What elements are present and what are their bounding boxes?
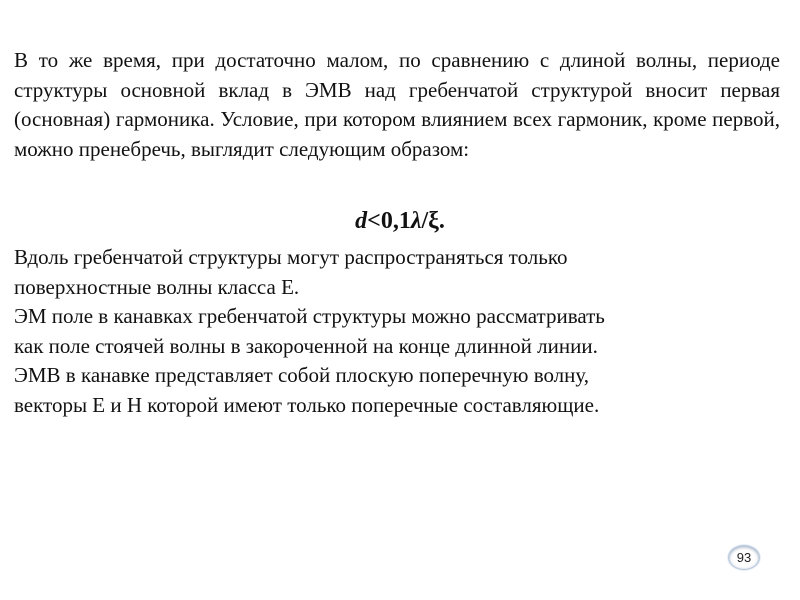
formula-lambda: λ — [410, 208, 422, 234]
text-line: Вдоль гребенчатой структуры могут распространяться только — [14, 245, 568, 269]
text-line: ЭМВ в канавке представляет собой плоскую поперечную волну, — [14, 363, 590, 387]
text-line: как поле стоячей волны в закороченной на конце длинной линии. — [14, 333, 598, 358]
body-lines — [14, 243, 780, 420]
text-line: поверхностные волны класса Е. — [14, 274, 300, 299]
text-line: векторы Е и Н которой имеют только поперечные составляющие. — [14, 392, 600, 417]
formula-rest: /ξ. — [421, 208, 445, 234]
formula-variable-d: d — [355, 208, 368, 234]
formula-relation: <0,1 — [367, 208, 411, 234]
text-line: ЭМ поле в канавках гребенчатой структуры можно рассматривать — [14, 304, 605, 328]
condition-formula — [0, 206, 800, 236]
page-number-badge: 93 — [729, 546, 759, 569]
intro-paragraph: В то же время, при достаточно малом, по сравнению с длиной волны, периоде структуры основной вклад в ЭМВ над гребенчатой структурой вносит первая (основная) гармоника. Условие, при котором влиянием всех гармоник, кроме первой, можно пренебречь, выглядит следующим образом: — [14, 48, 780, 161]
